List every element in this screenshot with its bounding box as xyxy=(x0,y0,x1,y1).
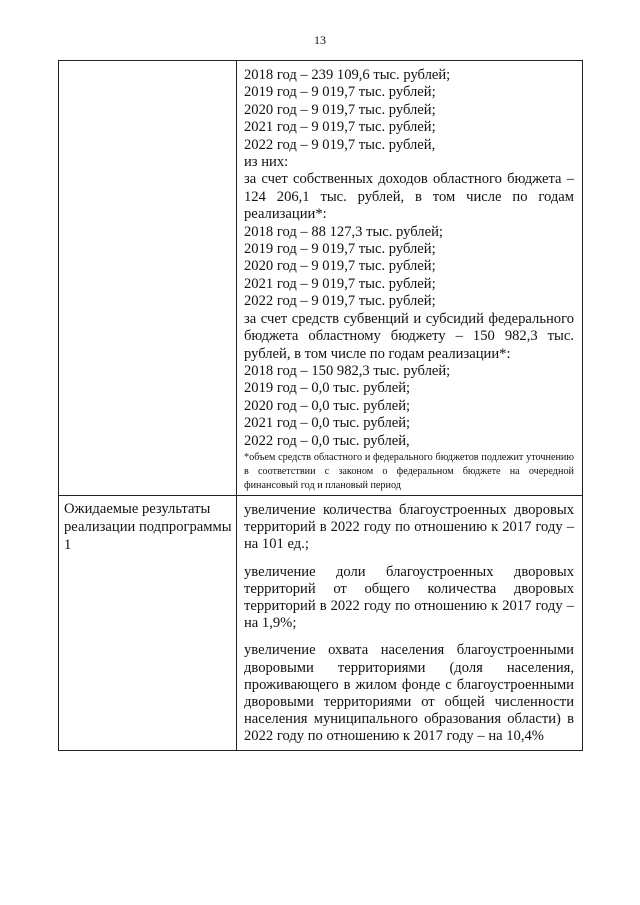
budget-footnote: *объем средств областного и федерального бюджетов подлежит уточнению в соответствии с законом о федеральном бюджете на очередной финансовый год и плановый период xyxy=(244,451,574,491)
own-income-year-line: 2018 год – 88 127,3 тыс. рублей; xyxy=(244,223,443,240)
total-year-line: 2019 год – 9 019,7 тыс. рублей; xyxy=(244,84,436,101)
own-income-paragraph: за счет собственных доходов областного бюджета – 124 206,1 тыс. рублей, в том числе по годам реализации*: xyxy=(244,171,574,223)
results-label-cell xyxy=(59,495,237,750)
financing-label-cell xyxy=(59,61,237,496)
financing-row xyxy=(59,61,583,496)
own-income-year-line: 2020 год – 9 019,7 тыс. рублей; xyxy=(244,258,436,275)
result-item: увеличение охвата населения благоустроенными дворовыми территориями (доля населения, проживающего в жилом фонде с благоустроенными дворовыми территориями от общей численности населения муниципального образования области) в 2022 году по отношению к 2017 году – на 10,4% xyxy=(244,642,574,745)
program-passport-table xyxy=(58,60,583,751)
federal-year-line: 2018 год – 150 982,3 тыс. рублей; xyxy=(244,362,451,379)
federal-year-line: 2021 год – 0,0 тыс. рублей; xyxy=(244,415,411,432)
result-item: увеличение доли благоустроенных дворовых территорий от общего количества дворовых территорий в 2022 году по отношению к 2017 году – на 1,9%; xyxy=(244,563,574,632)
result-item: увеличение количества благоустроенных дворовых территорий в 2022 году по отношению к 2017 году – на 101 ед.; xyxy=(244,501,574,553)
total-year-line: 2022 год – 9 019,7 тыс. рублей, xyxy=(244,136,436,153)
page-number: 13 xyxy=(314,33,326,47)
own-income-year-line: 2019 год – 9 019,7 тыс. рублей; xyxy=(244,241,436,258)
financing-content-cell xyxy=(237,61,583,496)
results-label: Ожидаемые результаты реализации подпрограммы 1 xyxy=(64,500,232,553)
own-income-year-line: 2021 год – 9 019,7 тыс. рублей; xyxy=(244,275,436,292)
total-year-line: 2021 год – 9 019,7 тыс. рублей; xyxy=(244,119,436,136)
federal-year-line: 2020 год – 0,0 тыс. рублей; xyxy=(244,397,411,414)
federal-paragraph: за счет средств субвенций и субсидий федерального бюджета областному бюджету – 150 982,3 тыс. рублей, в том числе по годам реализации*: xyxy=(244,310,574,362)
own-income-year-line: 2022 год – 9 019,7 тыс. рублей; xyxy=(244,293,436,310)
total-year-line: 2018 год – 239 109,6 тыс. рублей; xyxy=(244,67,451,83)
federal-year-line: 2022 год – 0,0 тыс. рублей, xyxy=(244,432,410,449)
results-row xyxy=(59,495,583,750)
results-content-cell xyxy=(237,495,583,750)
total-year-line: 2020 год – 9 019,7 тыс. рублей; xyxy=(244,101,436,118)
of-them-label: из них: xyxy=(244,154,289,171)
federal-year-line: 2019 год – 0,0 тыс. рублей; xyxy=(244,380,411,397)
